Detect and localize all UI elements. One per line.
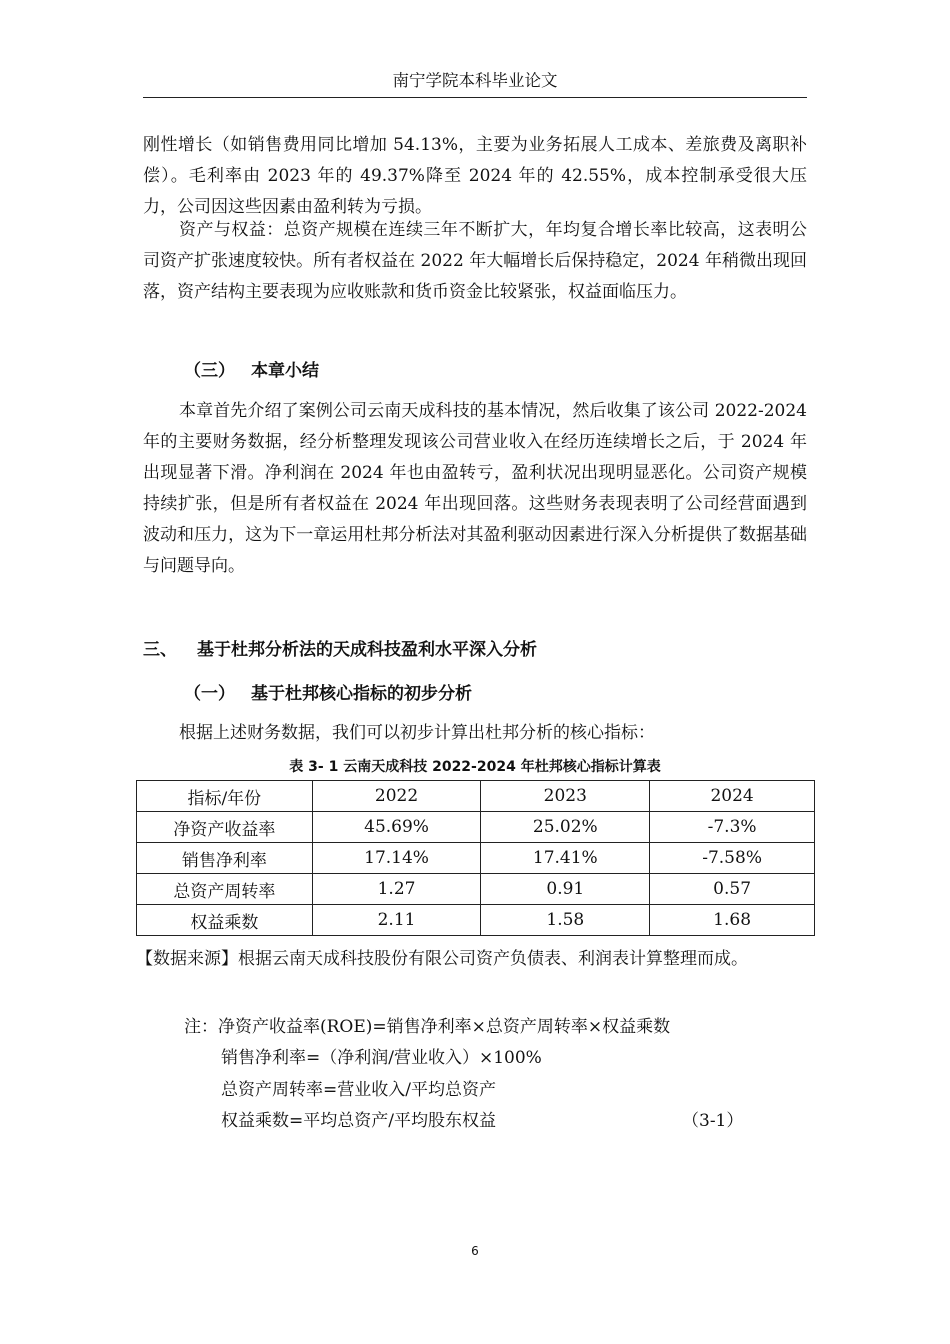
header-divider	[143, 97, 807, 98]
table-header-cell: 2024	[650, 781, 815, 812]
table-cell: -7.58%	[650, 843, 815, 874]
table-header-cell: 2023	[481, 781, 650, 812]
table-cell: 总资产周转率	[137, 874, 313, 905]
note-formula-asset-turnover: 总资产周转率=营业收入/平均总资产	[221, 1080, 496, 1100]
chapter-number: 三、	[143, 640, 177, 660]
table-cell: 净资产收益率	[137, 812, 313, 843]
table-cell: 45.69%	[312, 812, 481, 843]
table-cell: 25.02%	[481, 812, 650, 843]
table-cell: 1.58	[481, 905, 650, 936]
paragraph-chapter-summary: 本章首先介绍了案例公司云南天成科技的基本情况，然后收集了该公司 2022-2024 年的主要财务数据，经分析整理发现该公司营业收入在经历连续增长之后，于 2024 年出现显著下滑。净利润在 2024 年也由盈转亏，盈利状况出现明显恶化。公司资产规模持续扩张，但是所有者权益在 2024 年出现回落。这些财务表现表明了公司经营面遇到波动和压力，这为下一章运用杜邦分析法对其盈利驱动因素进行深入分析提供了数据基础与问题导向。	[143, 401, 807, 576]
page-header-title: 南宁学院本科毕业论文	[392, 71, 558, 90]
section-heading-summary	[184, 357, 319, 385]
section-title: 本章小结	[251, 361, 319, 381]
table-cell: 17.41%	[481, 843, 650, 874]
table-cell: 2.11	[312, 905, 481, 936]
paragraph-intro-table: 根据上述财务数据，我们可以初步计算出杜邦分析的核心指标：	[179, 723, 655, 743]
note-formula-net-margin: 销售净利率=（净利润/营业收入）×100%	[221, 1048, 542, 1068]
subsection-heading	[184, 680, 472, 708]
chapter-title: 基于杜邦分析法的天成科技盈利水平深入分析	[197, 640, 537, 660]
table-row	[137, 843, 815, 874]
chapter-heading	[143, 636, 537, 664]
table-data-source: 【数据来源】根据云南天成科技股份有限公司资产负债表、利润表计算整理而成。	[136, 949, 748, 969]
paragraph-profit-decline: 刚性增长（如销售费用同比增加 54.13%，主要为业务拓展人工成本、差旅费及离职补偿）。毛利率由 2023 年的 49.37%降至 2024 年的 42.55%，成本控制承受很大压力，公司因这些因素由盈利转为亏损。	[143, 135, 807, 217]
equation-number: （3-1）	[682, 1111, 744, 1131]
section-number: （三）	[184, 361, 235, 381]
page-number: 6	[471, 1244, 479, 1258]
table-cell: 1.68	[650, 905, 815, 936]
table-cell: 1.27	[312, 874, 481, 905]
table-cell: 0.91	[481, 874, 650, 905]
table-row	[137, 874, 815, 905]
dupont-indicator-table	[136, 780, 815, 936]
table-cell: -7.3%	[650, 812, 815, 843]
paragraph-assets-equity: 资产与权益：总资产规模在连续三年不断扩大，年均复合增长率比较高，这表明公司资产扩张速度较快。所有者权益在 2022 年大幅增长后保持稳定，2024 年稍微出现回落，资产结构主要表现为应收账款和货币资金比较紧张，权益面临压力。	[143, 220, 807, 302]
table-cell: 17.14%	[312, 843, 481, 874]
table-cell: 0.57	[650, 874, 815, 905]
table-row	[137, 905, 815, 936]
subsection-number: （一）	[184, 684, 235, 704]
table-row	[137, 812, 815, 843]
table-header-cell: 指标/年份	[137, 781, 313, 812]
table-cell: 权益乘数	[137, 905, 313, 936]
table-header-row	[137, 781, 815, 812]
table-header-cell: 2022	[312, 781, 481, 812]
note-formula-equity-multiplier: 权益乘数=平均总资产/平均股东权益	[221, 1111, 496, 1131]
table-cell: 销售净利率	[137, 843, 313, 874]
note-formula-roe: 注：净资产收益率(ROE)=销售净利率×总资产周转率×权益乘数	[184, 1017, 671, 1037]
subsection-title: 基于杜邦核心指标的初步分析	[251, 684, 472, 704]
table-caption: 表 3- 1 云南天成科技 2022-2024 年杜邦核心指标计算表	[289, 759, 661, 775]
